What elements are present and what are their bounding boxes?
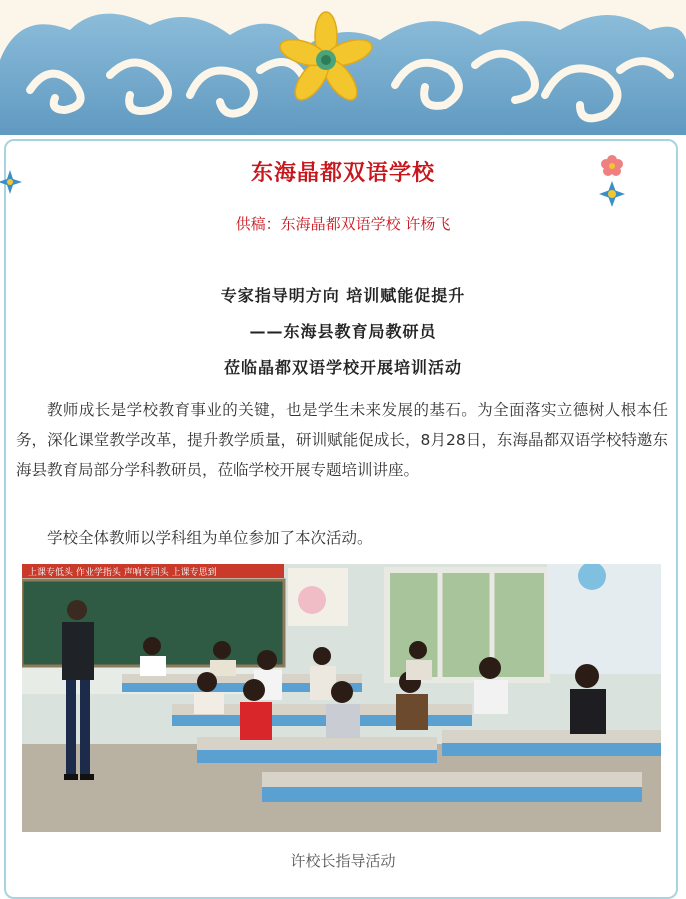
photo-caption: 许校长指导活动	[290, 852, 396, 870]
header-banner	[0, 0, 686, 135]
paragraph-participation: 学校全体教师以学科组为单位参加了本次活动。	[47, 529, 373, 547]
board-slogan: 上课专低头 作业学指头 声响专回头 上课专思到	[28, 568, 217, 578]
headline-line-1: 专家指导明方向 培训赋能促提升	[220, 286, 466, 305]
headline-line-2: ——东海县教育局教研员	[249, 322, 437, 341]
paragraph-intro: 教师成长是学校教育事业的关键，也是学生未来发展的基石。为全面落实立德树人根本任务，深化课堂教学改革，提升教学质量，研训赋能促成长，8月28日，东海晶都双语学校特邀东海县教育局部分学科教研员，莅临学校开展专题培训讲座。	[16, 401, 668, 479]
classroom-photo	[22, 564, 661, 832]
byline: 供稿：东海晶都双语学校 许杨飞	[235, 215, 451, 233]
school-title: 东海晶都双语学校	[250, 161, 435, 186]
headline-line-3: 莅临晶都双语学校开展培训活动	[223, 358, 462, 377]
cloud-pattern-illustration	[0, 0, 686, 135]
